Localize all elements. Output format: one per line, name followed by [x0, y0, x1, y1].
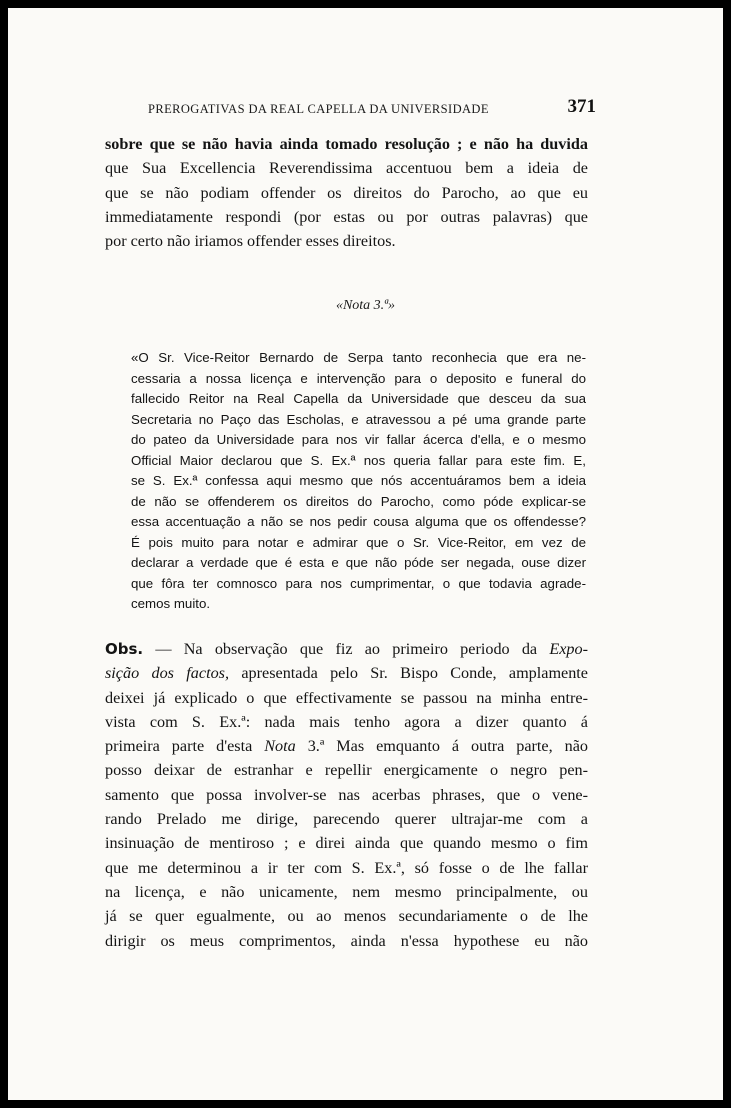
italic-title: Expo- [549, 640, 588, 658]
text-line [105, 661, 588, 685]
book-page [8, 8, 723, 1100]
obs-label: Obs. [105, 640, 144, 658]
text-line [105, 637, 588, 661]
text-span: 3.ª Mas emquanto á outra parte, não [295, 737, 588, 756]
text-line: immediatamente respondi (por estas ou por outras palavras) que [105, 207, 588, 226]
text-line: sobre que se não havia ainda tomado resolução ; e não ha duvida [105, 135, 588, 153]
nota-heading: «Nota 3.ª» [335, 298, 396, 313]
text-line: que me determinou a ir ter com S. Ex.ª, só fosse o de lhe fallar [105, 858, 588, 877]
text-line: samento que possa involver-se nas acerbas phrases, que o vene- [105, 785, 588, 804]
quote-line: de não se offenderem os direitos do Parocho, como póde explicar-se [131, 493, 586, 509]
quote-line: que fôra ter comnosco para nos cumprimentar, o que todavia agrade- [131, 575, 586, 591]
quote-line: cemos muito. [131, 596, 211, 611]
text-span: — Na observação que fiz ao primeiro periodo da [143, 640, 550, 658]
observation-paragraph [105, 637, 588, 953]
text-line: deixei já explicado o que effectivamente se passou na minha entre- [105, 688, 588, 707]
text-line: rando Prelado me dirige, parecendo querer ultrajar-me com a [105, 810, 588, 829]
text-line: já se quer egualmente, ou ao menos secundariamente o de lhe [105, 907, 588, 926]
quote-line: É pois muito para notar e admirar que o Sr. Vice-Reitor, em vez de [131, 534, 586, 550]
italic-title: sição dos factos, [105, 664, 230, 683]
italic-nota: Nota [264, 737, 296, 756]
quote-line: declarar a verdade que é esta e que não póde ser negada, ouse dizer [131, 555, 586, 570]
page-number: 371 [567, 96, 596, 117]
quote-line: «O Sr. Vice-Reitor Bernardo de Serpa tanto reconhecia que era ne- [131, 350, 586, 365]
text-line: insinuação de mentiroso ; e direi ainda que quando mesmo o fim [105, 834, 588, 853]
text-line [105, 734, 588, 758]
quote-line: Secretaria no Paço das Escholas, e atravessou a pé uma grande parte [131, 411, 586, 427]
text-span: apresentada pelo Sr. Bispo Conde, amplamente [229, 664, 588, 683]
text-line: que Sua Excellencia Reverendissima accentuou bem a ideia de [105, 159, 588, 178]
text-line: por certo não iriamos offender esses direitos. [105, 232, 396, 251]
quote-line: se S. Ex.ª confessa aqui mesmo que nós accentuáramos bem a ideia [131, 473, 586, 488]
text-line: vista com S. Ex.ª: nada mais tenho agora a dizer quanto á [105, 712, 588, 731]
running-title: PREROGATIVAS DA REAL CAPELLA DA UNIVERSIDADE [148, 102, 489, 116]
text-line: posso deixar de estranhar e repellir energicamente o negro pen- [105, 761, 588, 780]
quote-line: essa accentuação a não se nos pedir cousa alguma que os offendesse? [131, 514, 586, 529]
quoted-note [131, 348, 586, 615]
text-span: primeira parte d'esta [105, 737, 265, 756]
quote-line: Official Maior declarou que S. Ex.ª nos queria fallar para este fim. E, [131, 452, 586, 468]
text-line: que se não podiam offender os direitos do Parocho, ao que eu [105, 183, 588, 202]
running-header [148, 96, 596, 120]
text-line: na licença, e não unicamente, nem mesmo principalmente, ou [105, 882, 588, 901]
text-line: dirigir os meus comprimentos, ainda n'essa hypothese eu não [105, 931, 588, 950]
quote-line: fallecido Reitor na Real Capella da Universidade que desceu da sua [131, 391, 586, 406]
quote-line: cessaria a nossa licença e intervenção para o deposito e funeral do [131, 370, 586, 386]
paragraph-continuation [105, 132, 588, 253]
quote-line: do pateo da Universidade para nos vir fallar ácerca d'ella, e o mesmo [131, 432, 586, 447]
